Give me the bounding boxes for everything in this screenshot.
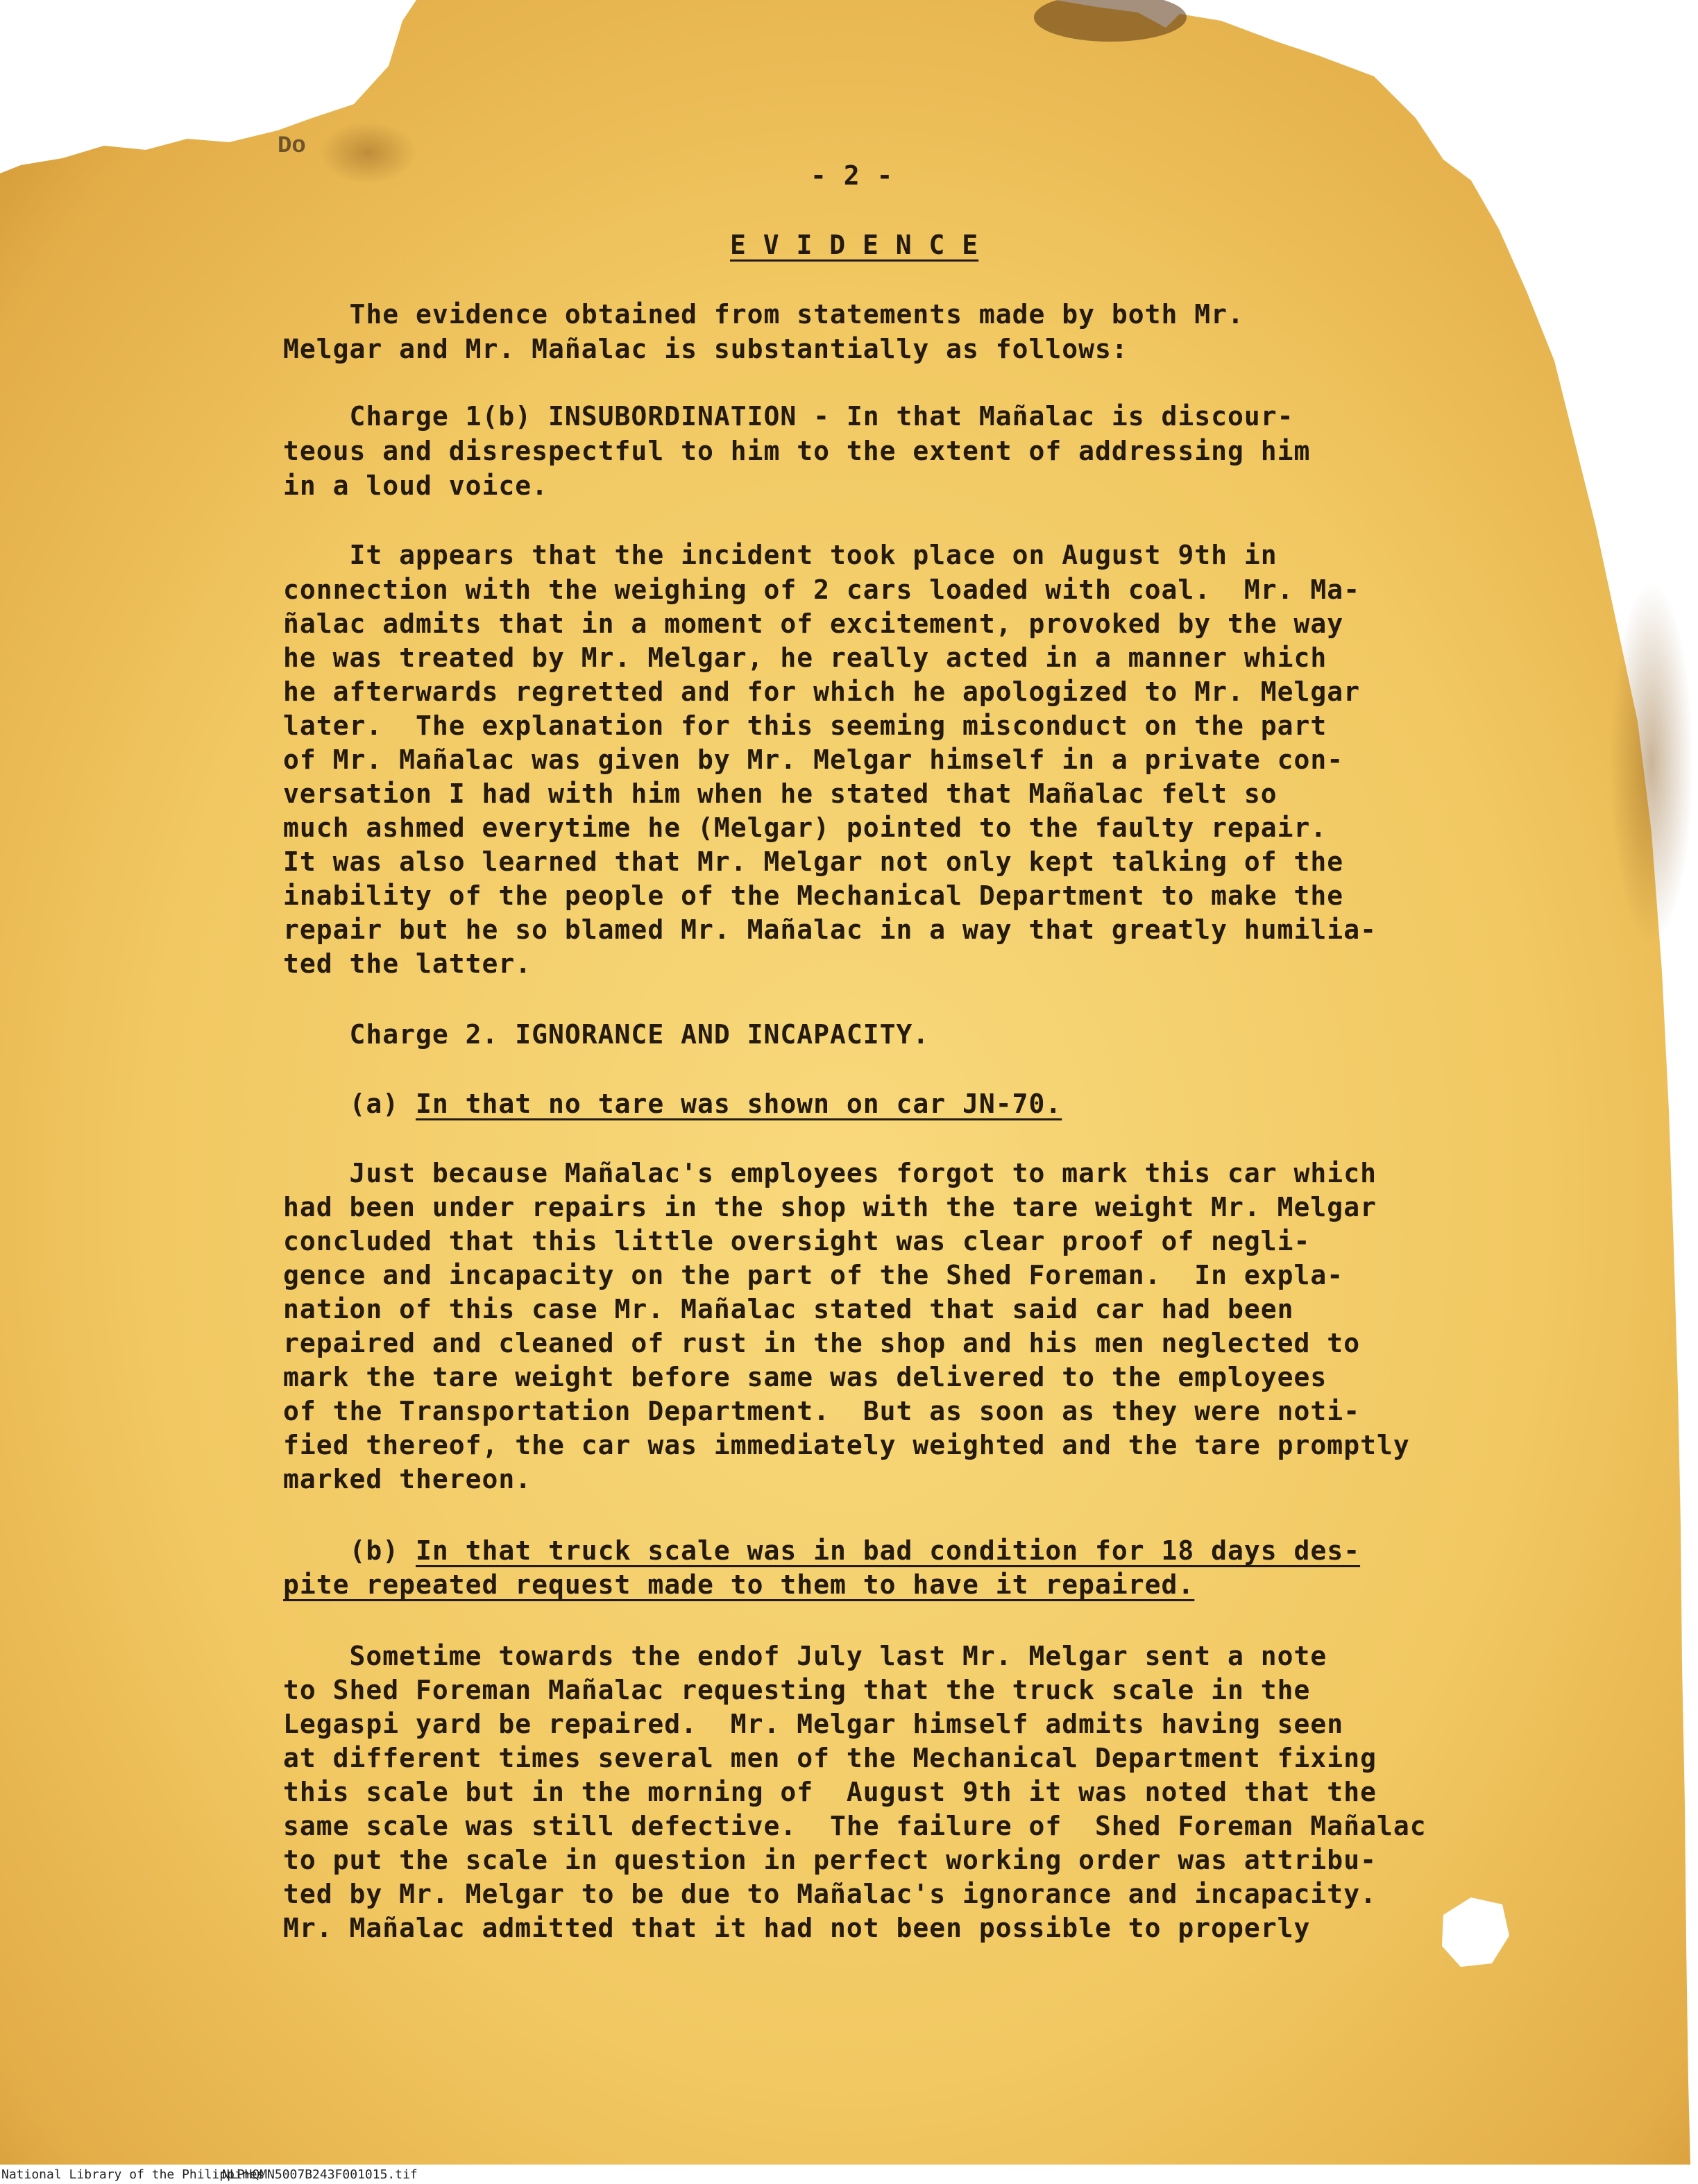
- text-line: The evidence obtained from statements made by both Mr.: [283, 299, 1244, 330]
- text-line: Mr. Mañalac admitted that it had not been possible to properly: [283, 1913, 1311, 1943]
- text-line: Charge 1(b) INSUBORDINATION - In that Mañalac is discour-: [283, 401, 1294, 432]
- text-line: had been under repairs in the shop with the tare weight Mr. Melgar: [283, 1192, 1377, 1222]
- text-line: to Shed Foreman Mañalac requesting that the truck scale in the: [283, 1675, 1311, 1705]
- text-line: Sometime towards the endof July last Mr. Melgar sent a note: [283, 1641, 1327, 1671]
- text-line: versation I had with him when he stated that Mañalac felt so: [283, 778, 1277, 809]
- charge-2a-label: (a): [283, 1089, 416, 1119]
- text-line: of Mr. Mañalac was given by Mr. Melgar himself in a private con-: [283, 744, 1344, 775]
- text-line: concluded that this little oversight was clear proof of negli-: [283, 1226, 1311, 1256]
- charge-2a-title: In that no tare was shown on car JN-70.: [416, 1089, 1062, 1119]
- page-number: - 2 -: [810, 160, 894, 191]
- text-line: he was treated by Mr. Melgar, he really acted in a manner which: [283, 642, 1327, 673]
- text-line: marked thereon.: [283, 1464, 532, 1494]
- text-line: It appears that the incident took place on August 9th in: [283, 540, 1277, 570]
- text-line: much ashmed everytime he (Melgar) pointed to the faulty repair.: [283, 812, 1327, 843]
- margin-mark: Do: [278, 133, 306, 160]
- charge-2b-heading-line1: [283, 1533, 1360, 1568]
- text-line: nation of this case Mr. Mañalac stated that said car had been: [283, 1294, 1294, 1324]
- charge-2b-title-line1: In that truck scale was in bad condition for 18 days des-: [416, 1535, 1361, 1566]
- text-line: ted by Mr. Melgar to be due to Mañalac's ignorance and incapacity.: [283, 1879, 1377, 1909]
- text-line: fied thereof, the car was immediately weighted and the tare promptly: [283, 1430, 1410, 1460]
- text-line: mark the tare weight before same was delivered to the employees: [283, 1362, 1327, 1392]
- text-line: ñalac admits that in a moment of excitement, provoked by the way: [283, 608, 1344, 639]
- text-line: this scale but in the morning of August 9th it was noted that the: [283, 1777, 1377, 1807]
- text-line: later. The explanation for this seeming misconduct on the part: [283, 710, 1327, 741]
- text-line: Just because Mañalac's employees forgot to mark this car which: [283, 1158, 1377, 1188]
- text-line: ted the latter.: [283, 948, 532, 979]
- text-line: repaired and cleaned of rust in the shop and his men neglected to: [283, 1328, 1361, 1358]
- text-line: It was also learned that Mr. Melgar not only kept talking of the: [283, 846, 1344, 877]
- text-line: teous and disrespectful to him to the extent of addressing him: [283, 436, 1311, 466]
- text-line: same scale was still defective. The failure of Shed Foreman Mañalac: [283, 1811, 1427, 1841]
- charge-2-heading: Charge 2. IGNORANCE AND INCAPACITY.: [283, 1019, 930, 1050]
- text-line: of the Transportation Department. But as soon as they were noti-: [283, 1396, 1361, 1426]
- text-line: to put the scale in question in perfect working order was attribu-: [283, 1845, 1377, 1875]
- charge-2b-label: (b): [283, 1535, 416, 1566]
- charge-2a-heading: [283, 1086, 1062, 1121]
- text-line: Melgar and Mr. Mañalac is substantially as follows:: [283, 334, 1128, 364]
- text-line: connection with the weighing of 2 cars loaded with coal. Mr. Ma-: [283, 574, 1361, 605]
- footer-file-id: NLPHQMN5007B243F001015.tif: [222, 2167, 418, 2182]
- text-line: gence and incapacity on the part of the Shed Foreman. In expla-: [283, 1260, 1344, 1290]
- text-line: at different times several men of the Mechanical Department fixing: [283, 1743, 1377, 1773]
- stain-right-edge: [1610, 583, 1693, 944]
- stain-top-left: [319, 121, 416, 184]
- charge-2b-title-line2: pite repeated request made to them to have it repaired.: [283, 1569, 1195, 1600]
- text-line: he afterwards regretted and for which he apologized to Mr. Melgar: [283, 676, 1361, 707]
- footer-library: National Library of the Philippines: [1, 2167, 265, 2182]
- text-line: in a loud voice.: [283, 470, 549, 501]
- section-heading: E V I D E N C E: [730, 230, 979, 260]
- text-line: Legaspi yard be repaired. Mr. Melgar himself admits having seen: [283, 1709, 1344, 1739]
- text-line: inability of the people of the Mechanical Department to make the: [283, 880, 1344, 911]
- text-line: repair but he so blamed Mr. Mañalac in a way that greatly humilia-: [283, 914, 1377, 945]
